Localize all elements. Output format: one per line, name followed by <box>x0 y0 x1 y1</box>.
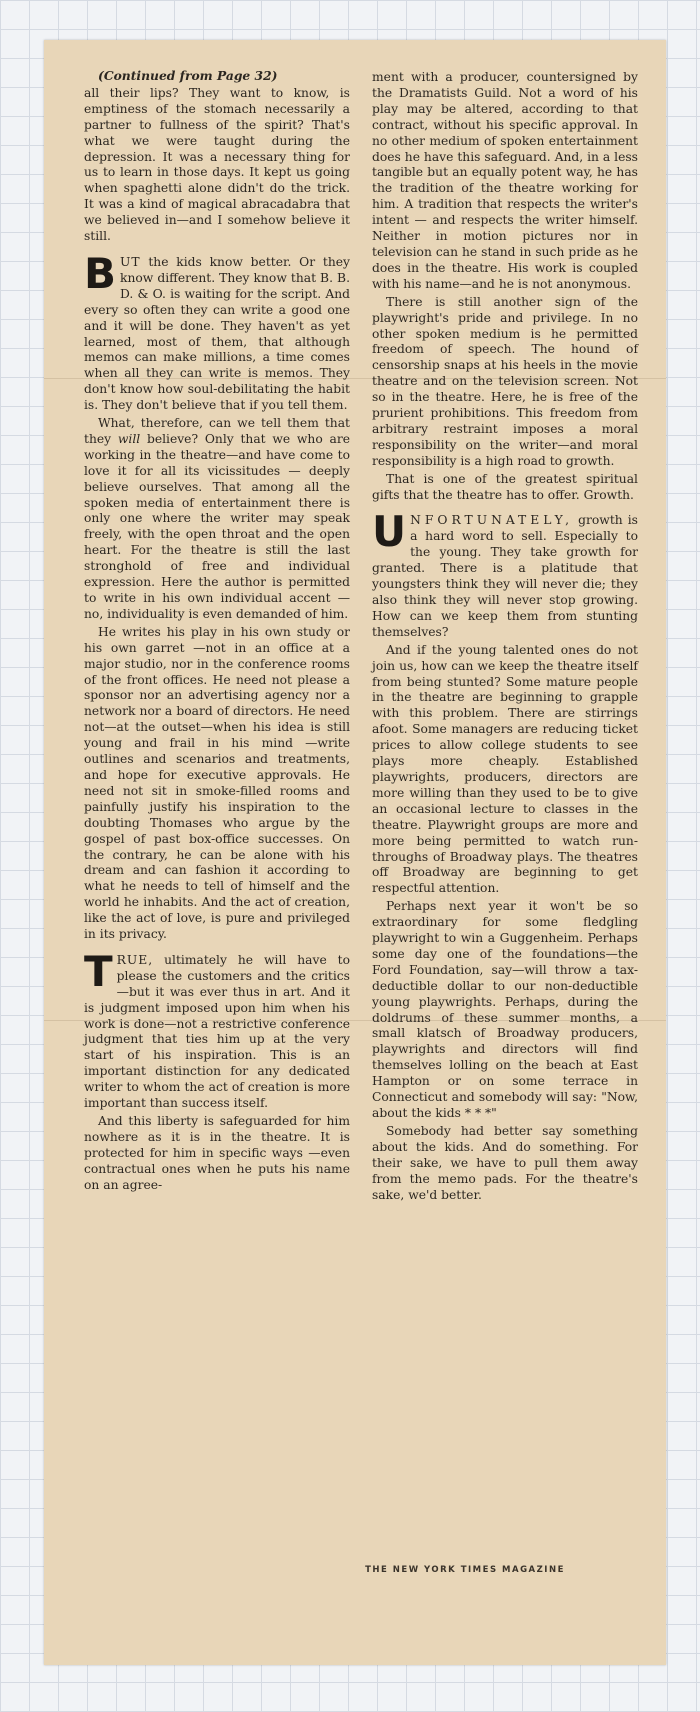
paragraph: Perhaps next year it won't be so extraordinary for some fledgling playwright to win a Guggenheim. Perhaps some day one of the foundations—the Ford Foundation, say—will throw a tax-deductible dollar to our non-deductible young playwrights. Perhaps, during the doldrums of these summer months, a small klatsch of Broadway producers, playwrights and directors will find themselves lolling on the beach at East Hampton or on some terrace in Connecticut and somebody will say: "Now, about the kids * * *" <box>372 899 638 1120</box>
paragraph: And this liberty is safeguarded for him nowhere as it is in the theatre. It is protected for him in specific ways —even contractual ones when he puts his name on an agree- <box>84 1114 350 1192</box>
article-column-left <box>84 68 350 1196</box>
drop-cap: B <box>84 248 117 298</box>
paragraph: ment with a producer, countersigned by the Dramatists Guild. Not a word of his play may be altered, according to that contract, without his specific approval. In no other medium of spoken entertainment does he have this safeguard. And, in a less tangible but an equally potent way, he has the tradition of the theatre working for him. A tradition that respects the writer's intent — and respects the writer himself. Neither in motion pictures nor in television can he stand in such pride as he does in the theatre. His work is coupled with his name—and he is not anonymous. <box>372 70 638 291</box>
publication-footer: THE NEW YORK TIMES MAGAZINE <box>365 1565 565 1575</box>
article-column-right <box>372 70 638 1205</box>
paragraph-text: the kids know better. Or they know different. They know that B. B. D. & O. is waiting for the script. And every so often they can write a good one and it will be done. They haven't as yet learned, most of them, that although memos can make millions, a time comes when all they can write is memos. They don't know how soul-debilitating the habit is. They don't believe that if you tell them. <box>84 254 350 413</box>
paragraph-text: believe? Only that we who are working in the theatre—and have come to love it for all its vicissitudes — deeply believe ourselves. That among all the spoken media of entertainment there is only one where the writer may speak freely, with the open throat and the open heart. For the theatre is still the last stronghold of free and individual expression. Here the author is permitted to write in his own individual accent — no, individuality is even demanded of him. <box>84 431 351 621</box>
paragraph-text: ultimately he will have to please the customers and the critics—but it was ever thus in art. And it is judgment imposed upon him when his work is done—not a restrictive conference judgment that ties him up at the very start of his inspiration. This is an important distinction for any dedicated writer to whom the act of creation is more important than success itself. <box>84 952 350 1111</box>
paragraph-text: What, therefore, can we tell them that they <box>84 416 350 446</box>
drop-cap: T <box>84 946 113 996</box>
paragraph: Somebody had better say something about the kids. And do something. For their sake, we have to pull them away from the memo pads. For the theatre's sake, we'd better. <box>372 1123 638 1202</box>
paragraph: There is still another sign of the playwright's pride and privilege. In no other spoken medium is he permitted freedom of speech. The hound of censorship snaps at his heels in the movie theatre and on the television screen. Not so in the theatre. Here, he is free of the prurient prohibitions. This freedom from arbitrary restraint imposes a moral responsibility on the writer—and moral responsibility is a high road to growth. <box>372 294 638 468</box>
lead-in: RUE, <box>116 952 154 967</box>
paragraph: He writes his play in his own study or his own garret —not in an office at a major studio, nor in the conference rooms of the front offices. He need not please a sponsor nor an advertising agency nor a network nor a board of directors. He need not—at the outset—when his idea is still young and frail in his mind —write outlines and scenarios and treatments, and hope for executive approvals. He need not sit in smoke-filled rooms and painfully justify his inspiration to the doubting Thomases who argue by the gospel of past box-office successes. On the contrary, he can be alone with his dream and can fashion it according to what he needs to tell of himself and the world he inhabits. And the act of creation, like the act of love, is pure and privileged in its privacy. <box>84 624 350 942</box>
continued-notice: (Continued from Page 32) <box>98 68 278 83</box>
lead-in: UT <box>120 254 141 269</box>
paragraph: That is one of the greatest spiritual gifts that the theatre has to offer. Growth. <box>372 471 638 502</box>
paragraph-dropcap <box>84 248 350 414</box>
newspaper-clipping <box>44 40 666 1665</box>
paragraph-dropcap <box>372 507 638 640</box>
drop-cap: U <box>372 507 407 557</box>
paragraph <box>84 416 350 623</box>
lead-in: NFORTUNATELY, <box>410 513 574 528</box>
paragraph: And if the young talented ones do not join us, how can we keep the theatre itself from being stunted? Some mature people in the theatre are beginning to grapple with this problem. There are stirrings afoot. Some managers are reducing ticket prices to allow college students to see plays more cheaply. Established playwrights, producers, directors are more willing than they used to be to give an occasional lecture to classes in the theatre. Playwright groups are more and more being permitted to watch run-throughs of Broadway plays. The theatres off Broadway are beginning to get respectful attention. <box>372 642 638 896</box>
paragraph: all their lips? They want to know, is emptiness of the stomach necessarily a partner to fullness of the spirit? That's what we were taught during the depression. It was a necessary thing for us to learn in those days. It kept us going when spaghetti alone didn't do the trick. It was a kind of magical abracadabra that we believed in—and I somehow believe it still. <box>84 85 350 244</box>
paragraph-text: growth is a hard word to sell. Especially to the young. They take growth for granted. There is a platitude that youngsters think they will never die; they also think they will never stop growing. How can we keep them from stunting themselves? <box>372 513 638 639</box>
emphasis: will <box>117 431 141 446</box>
paragraph-dropcap <box>84 946 350 1112</box>
